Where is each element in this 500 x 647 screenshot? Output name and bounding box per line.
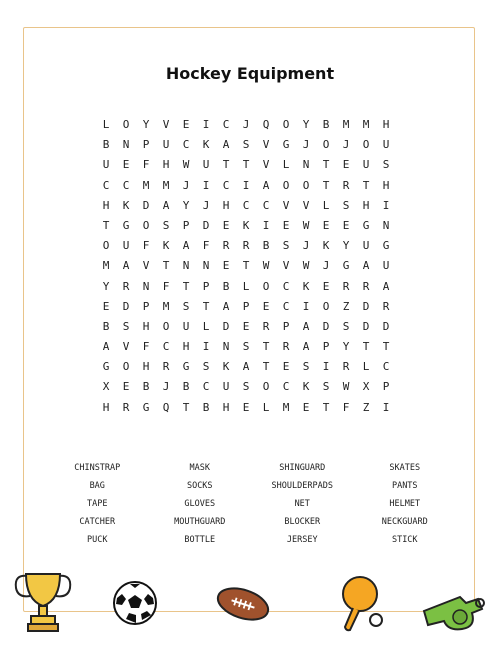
grid-letter: K [222,360,230,374]
grid-letter: D [382,319,390,333]
grid-letter: O [322,138,330,152]
grid-letter: W [302,218,310,232]
grid-letter: K [202,138,210,152]
grid-letter: E [282,218,290,232]
grid-letter: C [222,178,230,192]
grid-letter: T [362,340,370,354]
grid-letter: E [242,319,250,333]
grid-letter: B [102,138,110,152]
grid-letter: S [282,239,290,253]
grid-letter: T [242,259,250,273]
grid-letter: A [222,299,230,313]
grid-letter: R [122,279,130,293]
grid-letter: E [122,158,130,172]
grid-letter: A [182,239,190,253]
grid-letter: E [222,259,230,273]
grid-letter: B [102,319,110,333]
grid-letter: C [162,340,170,354]
grid-letter: T [182,400,190,414]
grid-letter: Q [162,400,170,414]
grid-letter: P [142,299,150,313]
grid-letter: O [282,118,290,131]
grid-letter: S [302,360,310,374]
grid-letter: T [262,360,270,374]
football-icon [214,584,272,624]
grid-letter: O [122,118,130,131]
grid-letter: H [102,400,110,414]
grid-letter: A [222,138,230,152]
grid-letter: M [162,299,170,313]
grid-letter: E [262,299,270,313]
grid-letter: A [102,340,110,354]
grid-letter: P [382,380,390,394]
grid-letter: T [202,299,210,313]
grid-letter: O [262,380,270,394]
grid-letter: I [322,360,330,374]
grid-letter: V [162,118,170,131]
grid-letter: G [342,259,350,273]
grid-letter: J [162,380,170,394]
grid-letter: P [182,218,190,232]
grid-letter: V [142,259,150,273]
grid-letter: K [322,239,330,253]
grid-letter: G [282,138,290,152]
grid-letter: Z [362,400,370,414]
grid-letter: K [302,380,310,394]
grid-letter: N [202,259,210,273]
grid-letter: T [382,340,390,354]
grid-letter: K [242,218,250,232]
grid-letter: T [362,178,370,192]
whistle-icon [418,585,490,631]
word-list-item: BOTTLE [184,535,216,545]
grid-letter: O [362,138,370,152]
grid-letter: E [102,299,110,313]
grid-letter: L [202,319,210,333]
grid-letter: G [362,218,370,232]
grid-letter: N [382,218,390,232]
grid-letter: T [182,279,190,293]
grid-letter: E [122,380,130,394]
grid-letter: M [102,259,110,273]
grid-letter: C [282,380,290,394]
grid-letter: D [222,319,230,333]
grid-letter: T [162,259,170,273]
grid-letter: Y [182,198,190,212]
grid-letter: C [182,138,190,152]
grid-letter: I [242,178,250,192]
grid-letter: W [182,158,190,172]
grid-letter: C [262,198,270,212]
grid-letter: K [302,279,310,293]
grid-letter: Y [342,239,350,253]
grid-letter: F [142,340,150,354]
grid-letter: H [102,198,110,212]
grid-letter: R [382,299,390,313]
grid-letter: Q [262,118,270,131]
grid-letter: C [102,178,110,192]
grid-letter: G [102,360,110,374]
grid-letter: M [342,118,350,131]
grid-letter: N [122,138,130,152]
word-list-item: MASK [189,463,210,473]
grid-letter: J [182,178,190,192]
grid-letter: R [122,400,130,414]
grid-letter: R [342,178,350,192]
grid-letter: C [122,178,130,192]
grid-letter: T [322,158,330,172]
grid-letter: E [322,279,330,293]
grid-letter: R [282,340,290,354]
word-list [46,461,456,551]
grid-letter: M [362,118,370,131]
grid-letter: E [222,218,230,232]
grid-letter: F [342,400,350,414]
grid-letter: P [282,319,290,333]
grid-letter: O [282,178,290,192]
grid-letter: Y [302,118,310,131]
grid-letter: L [282,158,290,172]
grid-letter: B [202,400,210,414]
grid-letter: A [122,259,130,273]
puzzle-title: Hockey Equipment [165,64,335,83]
grid-letter: J [242,118,250,131]
word-list-item: HELMET [389,499,421,509]
grid-letter: U [182,319,190,333]
grid-letter: E [342,218,350,232]
grid-letter: L [362,360,370,374]
grid-letter: H [382,118,390,131]
word-list-item: CHINSTRAP [74,463,121,473]
grid-letter: I [302,299,310,313]
word-list-item: NET [294,499,310,509]
grid-letter: P [202,279,210,293]
grid-letter: D [202,218,210,232]
grid-letter: N [302,158,310,172]
grid-letter: C [382,360,390,374]
grid-letter: S [382,158,390,172]
word-list-item: BAG [89,481,105,491]
grid-letter: F [142,239,150,253]
grid-letter: S [122,319,130,333]
grid-letter: H [142,319,150,333]
grid-letter: A [382,279,390,293]
grid-letter: L [102,118,110,131]
grid-letter: B [182,380,190,394]
word-list-item: TAPE [87,499,108,509]
grid-letter: W [262,259,270,273]
grid-letter: U [382,138,390,152]
grid-letter: J [302,138,310,152]
grid-letter: U [362,158,370,172]
grid-letter: G [122,218,130,232]
grid-letter: W [342,380,350,394]
word-list-item: JERSEY [286,535,318,545]
ping-pong-paddle-icon [336,574,386,634]
word-list-item: BLOCKER [284,517,321,527]
word-list-item: PUCK [87,535,108,545]
grid-letter: B [262,239,270,253]
grid-letter: D [122,299,130,313]
grid-letter: P [142,138,150,152]
grid-letter: P [322,340,330,354]
grid-letter: A [362,259,370,273]
word-list-item: SKATES [389,463,421,473]
word-list-item: NECKGUARD [381,517,428,527]
grid-letter: G [142,400,150,414]
grid-letter: E [322,218,330,232]
grid-letter: A [262,178,270,192]
grid-letter: S [182,299,190,313]
grid-letter: T [322,400,330,414]
word-list-item: MOUTHGUARD [174,517,226,527]
grid-letter: S [322,380,330,394]
grid-letter: T [222,158,230,172]
grid-letter: X [362,380,370,394]
grid-letter: D [362,319,370,333]
grid-letter: K [122,198,130,212]
trophy-icon [8,566,78,634]
grid-letter: A [302,340,310,354]
grid-letter: I [262,218,270,232]
word-list-item: GLOVES [184,499,216,509]
grid-letter: D [142,198,150,212]
grid-letter: K [162,239,170,253]
grid-letter: H [222,400,230,414]
grid-letter: O [122,360,130,374]
grid-letter: V [302,198,310,212]
grid-letter: R [222,239,230,253]
grid-letter: N [182,259,190,273]
grid-letter: S [242,340,250,354]
grid-letter: T [242,158,250,172]
grid-letter: Y [102,279,110,293]
grid-letter: H [182,340,190,354]
grid-letter: A [242,360,250,374]
grid-letter: R [162,360,170,374]
soccer-ball-icon [112,580,158,626]
grid-letter: U [202,158,210,172]
grid-letter: U [102,158,110,172]
grid-letter: E [342,158,350,172]
grid-letter: S [342,198,350,212]
grid-letter: C [282,279,290,293]
grid-letter: M [162,178,170,192]
grid-letter: V [282,259,290,273]
grid-letter: I [202,340,210,354]
grid-letter: R [242,239,250,253]
grid-letter: H [362,198,370,212]
grid-letter: H [142,360,150,374]
grid-letter: T [262,340,270,354]
grid-letter: D [362,299,370,313]
grid-letter: A [302,319,310,333]
grid-letter: Y [142,118,150,131]
grid-letter: I [202,118,210,131]
word-list-item: PANTS [391,481,418,491]
grid-letter: V [262,158,270,172]
grid-letter: W [302,259,310,273]
word-list-item: SOCKS [186,481,213,491]
grid-letter: U [382,259,390,273]
grid-letter: S [242,138,250,152]
grid-letter: X [102,380,110,394]
grid-letter: O [302,178,310,192]
grid-letter: L [262,400,270,414]
letter-grid [96,115,396,418]
grid-letter: F [142,158,150,172]
grid-letter: V [282,198,290,212]
grid-letter: T [322,178,330,192]
grid-letter: N [142,279,150,293]
grid-letter: E [242,400,250,414]
grid-letter: F [162,279,170,293]
word-list-item: SHINGUARD [279,463,326,473]
word-list-item: CATCHER [79,517,116,527]
grid-letter: F [202,239,210,253]
grid-letter: Y [342,340,350,354]
grid-letter: L [242,279,250,293]
grid-letter: T [102,218,110,232]
grid-letter: U [122,239,130,253]
grid-letter: E [302,400,310,414]
grid-letter: B [222,279,230,293]
grid-letter: I [202,178,210,192]
grid-letter: R [362,279,370,293]
grid-letter: N [222,340,230,354]
grid-letter: G [182,360,190,374]
grid-letter: V [122,340,130,354]
grid-letter: O [102,239,110,253]
grid-letter: L [322,198,330,212]
grid-letter: H [382,178,390,192]
grid-letter: C [222,118,230,131]
grid-letter: O [322,299,330,313]
grid-letter: H [162,158,170,172]
grid-letter: S [202,360,210,374]
grid-letter: J [322,259,330,273]
grid-letter: U [362,239,370,253]
grid-letter: D [322,319,330,333]
grid-letter: R [342,360,350,374]
grid-letter: P [242,299,250,313]
grid-letter: J [202,198,210,212]
grid-letter: U [162,138,170,152]
grid-letter: A [162,198,170,212]
grid-letter: S [242,380,250,394]
grid-letter: I [382,198,390,212]
word-list-item: SHOULDERPADS [271,481,333,491]
grid-letter: C [282,299,290,313]
grid-letter: J [302,239,310,253]
grid-letter: E [282,360,290,374]
grid-letter: B [322,118,330,131]
grid-letter: I [382,400,390,414]
grid-letter: E [182,118,190,131]
grid-letter: U [222,380,230,394]
grid-letter: M [282,400,290,414]
grid-letter: Z [342,299,350,313]
grid-letter: R [262,319,270,333]
grid-letter: O [142,218,150,232]
grid-letter: J [342,138,350,152]
grid-letter: C [202,380,210,394]
grid-letter: S [162,218,170,232]
grid-letter: B [142,380,150,394]
grid-letter: S [342,319,350,333]
word-list-item: STICK [391,535,418,545]
grid-letter: G [382,239,390,253]
grid-letter: O [162,319,170,333]
grid-letter: C [242,198,250,212]
grid-letter: M [142,178,150,192]
grid-letter: V [262,138,270,152]
grid-letter: O [262,279,270,293]
grid-letter: H [222,198,230,212]
grid-letter: R [342,279,350,293]
